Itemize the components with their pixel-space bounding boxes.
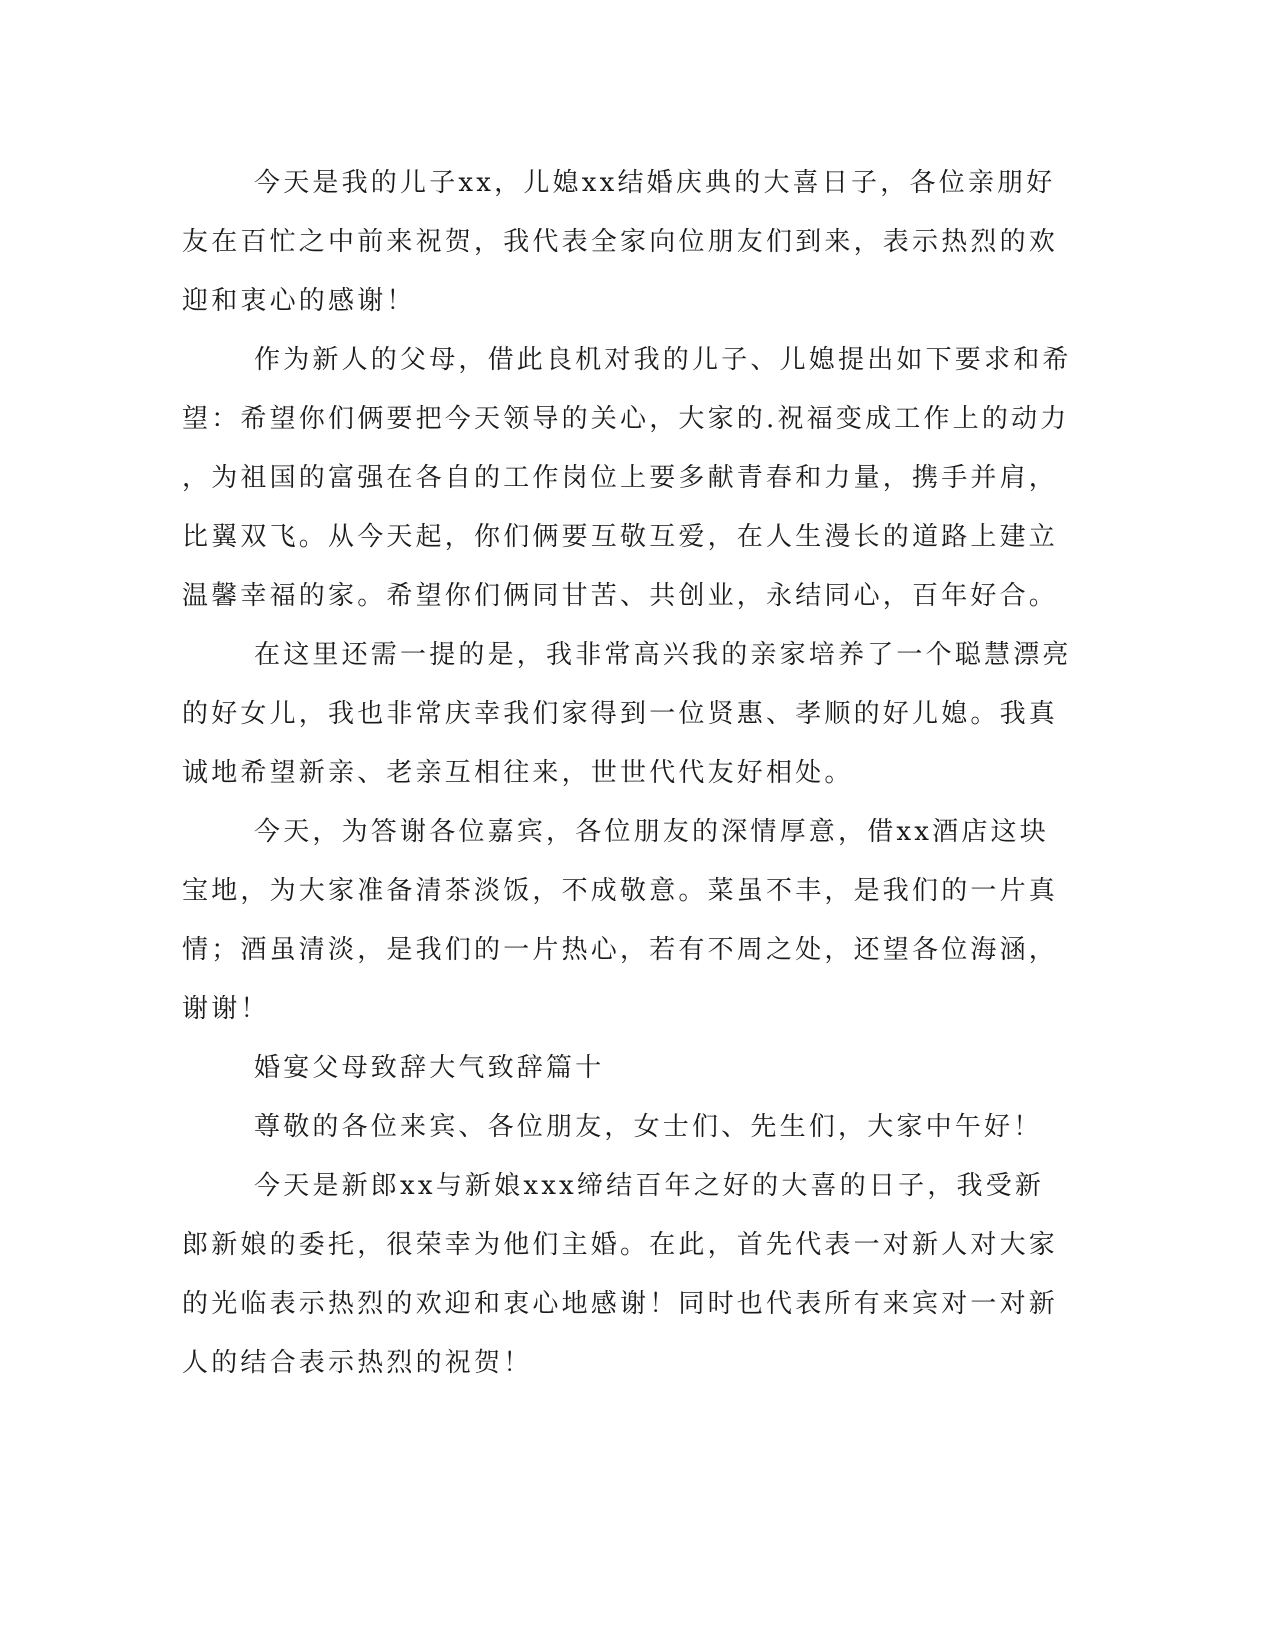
paragraph-line: 望：希望你们俩要把今天领导的关心，大家的.祝福变成工作上的动力 xyxy=(182,404,1070,434)
paragraph-line: 诚地希望新亲、老亲互相往来，世世代代友好相处。 xyxy=(182,758,854,788)
paragraph-line: 今天是新郎xx与新娘xxx缔结百年之好的大喜的日子，我受新 xyxy=(254,1171,1045,1201)
paragraph-line: 迎和衷心的感谢！ xyxy=(182,286,416,316)
paragraph-line: 作为新人的父母，借此良机对我的儿子、儿媳提出如下要求和希 xyxy=(254,345,1072,375)
paragraph-line: ，为祖国的富强在各自的工作岗位上要多献青春和力量，携手并肩， xyxy=(182,463,1059,493)
paragraph-line: 友在百忙之中前来祝贺，我代表全家向位朋友们到来，表示热烈的欢 xyxy=(182,227,1059,257)
document-body xyxy=(182,154,1072,1393)
paragraph-line: 郎新娘的委托，很荣幸为他们主婚。在此，首先代表一对新人对大家 xyxy=(182,1230,1059,1260)
salutation-line: 尊敬的各位来宾、各位朋友，女士们、先生们，大家中午好！ xyxy=(254,1112,1043,1142)
section-heading: 婚宴父母致辞大气致辞篇十 xyxy=(254,1053,605,1083)
paragraph-line: 今天是我的儿子xx，儿媳xx结婚庆典的大喜日子，各位亲朋好 xyxy=(254,168,1056,198)
paragraph-line: 人的结合表示热烈的祝贺！ xyxy=(182,1348,533,1378)
paragraph-line: 谢谢！ xyxy=(182,994,270,1024)
paragraph-line: 的好女儿，我也非常庆幸我们家得到一位贤惠、孝顺的好儿媳。我真 xyxy=(182,699,1059,729)
paragraph-line: 的光临表示热烈的欢迎和衷心地感谢！同时也代表所有来宾对一对新 xyxy=(182,1289,1059,1319)
paragraph-line: 温馨幸福的家。希望你们俩同甘苦、共创业，永结同心，百年好合。 xyxy=(182,581,1059,611)
paragraph-line: 情；酒虽清淡，是我们的一片热心，若有不周之处，还望各位海涵， xyxy=(182,935,1059,965)
paragraph-line: 今天，为答谢各位嘉宾，各位朋友的深情厚意，借xx酒店这块 xyxy=(254,817,1049,847)
paragraph-line: 宝地，为大家准备清茶淡饭，不成敬意。菜虽不丰，是我们的一片真 xyxy=(182,876,1059,906)
paragraph-line: 比翼双飞。从今天起，你们俩要互敬互爱，在人生漫长的道路上建立 xyxy=(182,522,1059,552)
paragraph-line: 在这里还需一提的是，我非常高兴我的亲家培养了一个聪慧漂亮 xyxy=(254,640,1072,670)
